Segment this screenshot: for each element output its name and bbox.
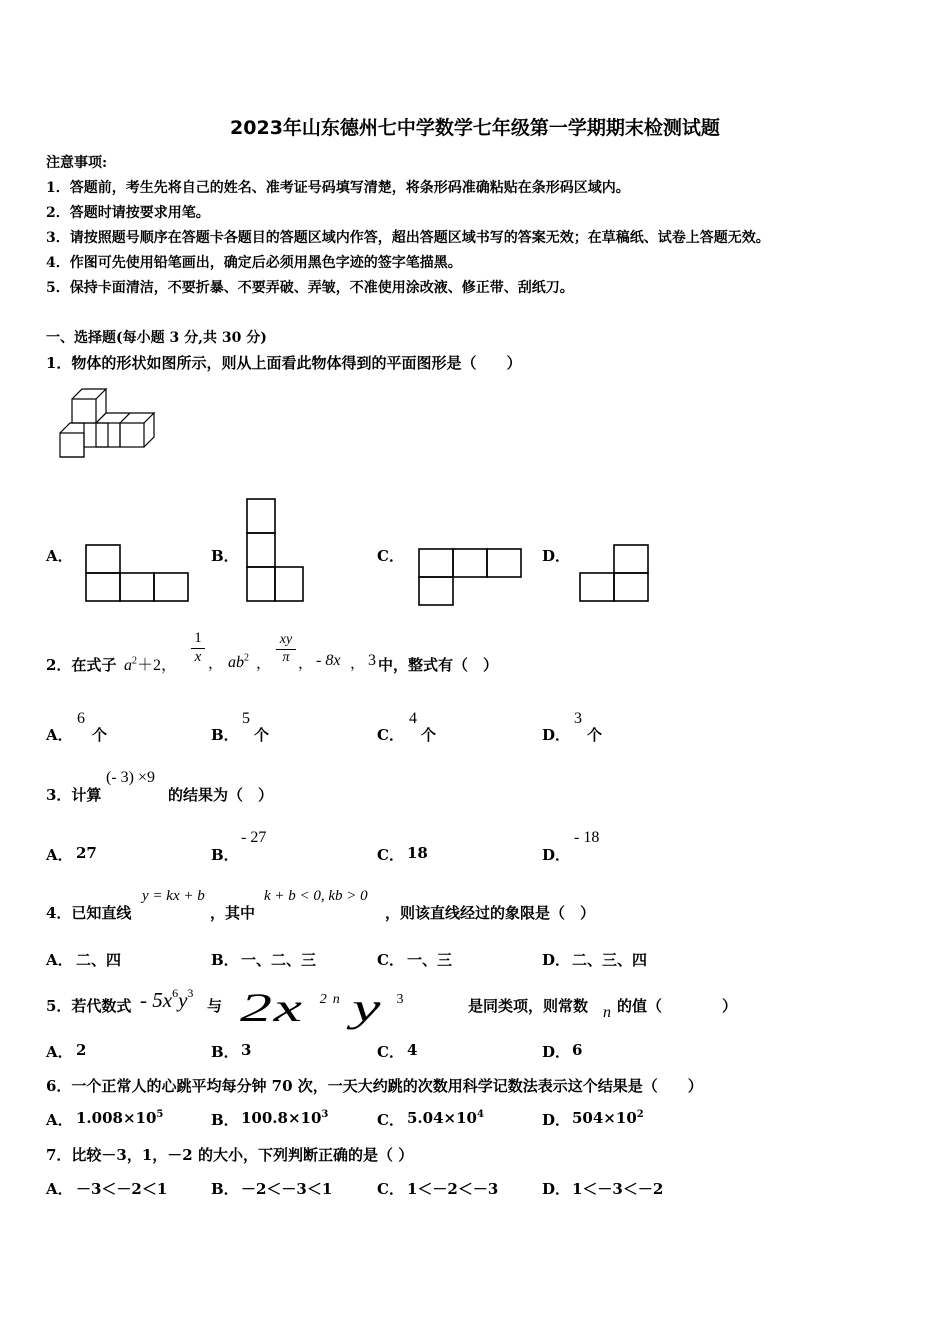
q3-option-a-label: A． [46,846,73,864]
q4-option-d-value: 二、三、四 [572,951,648,969]
q1-option-d-label: D． [542,547,571,565]
q7-option-a-value: －3＜－2＜1 [76,1180,168,1198]
q2-sep-2: ， [256,656,272,672]
q7-option-c-label: C． [377,1180,404,1198]
q2-frac-1: 1 x [191,630,205,666]
q7-option-d-value: 1＜－3＜－2 [572,1180,664,1198]
q5-expr-2: 2x $^{2n}$ y $^3$ [240,985,405,1030]
q5-mid: 与 [207,997,223,1015]
q2-option-b-unit: 个 [254,726,270,744]
q6-option-d-value: $504\times 10^2$ [572,1109,644,1127]
q2-sep-3: ， [298,656,314,672]
note-item-5: 5．保持卡面清洁，不要折暴、不要弄破、弄皱，不准使用涂改液、修正带、刮纸刀。 [46,280,574,296]
q5-expr-1: - $5x^6y^3$ [140,986,194,1012]
q1-option-c-label: C． [377,547,404,565]
q4-option-b-value: 一、二、三 [241,951,317,969]
q5-prefix: 5．若代数式 [46,997,132,1015]
q1-option-b-label: B． [211,547,239,565]
q5-option-d-value: 6 [572,1041,583,1059]
q5-n: n [603,1004,611,1021]
q5-option-a-label: A． [46,1043,73,1061]
q1-3d-figure [56,385,166,460]
q3-expr: (- 3) ×9 [106,769,156,786]
q5-option-d-label: D． [542,1043,571,1061]
q2-expr-3: $ab^2$ [228,652,249,671]
page-title: 2023年山东德州七中学数学七年级第一学期期末检测试题 [230,117,720,139]
q5-suffix-1: 是同类项，则常数 [468,997,589,1015]
q2-suffix: 中，整式有（ ） [378,656,499,674]
q5-option-c-label: C． [377,1043,404,1061]
q5-option-a-value: 2 [76,1041,87,1059]
q2-option-c-value: 4 [409,710,417,727]
q7-option-b-label: B． [211,1180,239,1198]
q1-option-a-label: A． [46,547,73,565]
q7-text: 7．比较－3，1，－2 的大小，下列判断正确的是（ ） [46,1146,414,1164]
q3-option-c-value: 18 [407,844,428,862]
q2-expr-5: - 8x [316,652,341,669]
q6-option-a-value: $1.008\times 10^5$ [76,1109,164,1127]
q6-option-a-label: A． [46,1111,73,1129]
q4-option-b-label: B． [211,951,239,969]
q5-option-b-label: B． [211,1043,239,1061]
q4-option-c-label: C． [377,951,404,969]
q4-prefix: 4．已知直线 [46,904,132,922]
q3-prefix: 3．计算 [46,786,102,804]
q6-option-c-label: C． [377,1111,404,1129]
q2-sep-4: ， [350,656,366,672]
q2-option-d-value: 3 [574,710,582,727]
q4-option-c-value: 一、三 [407,951,453,969]
note-item-3: 3．请按照题号顺序在答题卡各题目的答题区域内作答，超出答题区域书写的答案无效；在草稿纸、试卷上答题无效。 [46,230,770,246]
q2-prefix: 2．在式子 [46,656,117,674]
note-item-4: 4．作图可先使用铅笔画出，确定后必须用黑色字迹的签字笔描黑。 [46,255,462,271]
q2-option-a-unit: 个 [92,726,108,744]
q2-expr-6: 3 [368,652,376,669]
q3-option-b-value: - 27 [241,829,267,846]
q1-option-a-figure [85,544,191,602]
q1-text: 1．物体的形状如图所示，则从上面看此物体得到的平面图形是（ ） [46,354,522,372]
q7-option-a-label: A． [46,1180,73,1198]
q2-frac-2: xy π [276,632,296,666]
q2-option-d-label: D． [542,726,571,744]
q6-option-d-label: D． [542,1111,571,1129]
q3-option-b-label: B． [211,846,239,864]
q3-option-d-value: - 18 [574,829,600,846]
q4-option-d-label: D． [542,951,571,969]
q1-option-d-figure [579,544,653,602]
q1-option-b-figure [246,498,306,602]
q2-option-a-value: 6 [77,710,85,727]
q5-option-b-value: 3 [241,1041,252,1059]
q2-option-b-label: B． [211,726,239,744]
q5-suffix-2: 的值（ ） [617,997,738,1015]
q2-option-c-unit: 个 [421,726,437,744]
q6-text: 6．一个正常人的心跳平均每分钟 70 次，一天大约跳的次数用科学记数法表示这个结果是（ ） [46,1077,703,1095]
q5-option-c-value: 4 [407,1041,418,1059]
q4-expr-2: k + b < 0, kb > 0 [264,888,368,904]
note-item-1: 1．答题前，考生先将自己的姓名、准考证号码填写清楚，将条形码准确粘贴在条形码区域内。 [46,180,630,196]
q4-option-a-label: A． [46,951,73,969]
q2-option-b-value: 5 [242,710,250,727]
q2-sep-1: ， [208,656,224,672]
q2-option-c-label: C． [377,726,404,744]
q7-option-c-value: 1＜－2＜－3 [407,1180,499,1198]
q4-expr-1: y = kx + b [142,888,205,904]
q3-option-a-value: 27 [76,844,97,862]
q2-expr-1: $a^2+2$， [124,655,178,674]
q6-option-c-value: $5.04\times 10^4$ [407,1109,484,1127]
note-item-2: 2．答题时请按要求用笔。 [46,205,210,221]
q6-option-b-label: B． [211,1111,239,1129]
q2-option-a-label: A． [46,726,73,744]
q2-option-d-unit: 个 [587,726,603,744]
q1-option-c-figure [418,548,524,606]
q4-suffix: ，则该直线经过的象限是（ ） [385,904,596,922]
q3-suffix: 的结果为（ ） [168,786,274,804]
section-heading: 一、选择题(每小题 3 分,共 30 分) [46,330,267,346]
q7-option-d-label: D． [542,1180,571,1198]
q3-option-c-label: C． [377,846,404,864]
q6-option-b-value: $100.8\times 10^3$ [241,1109,329,1127]
notes-heading: 注意事项: [46,155,108,171]
q7-option-b-value: －2＜－3＜1 [241,1180,333,1198]
q4-option-a-value: 二、四 [76,951,122,969]
q4-mid: ，其中 [210,904,256,922]
q3-option-d-label: D． [542,846,571,864]
